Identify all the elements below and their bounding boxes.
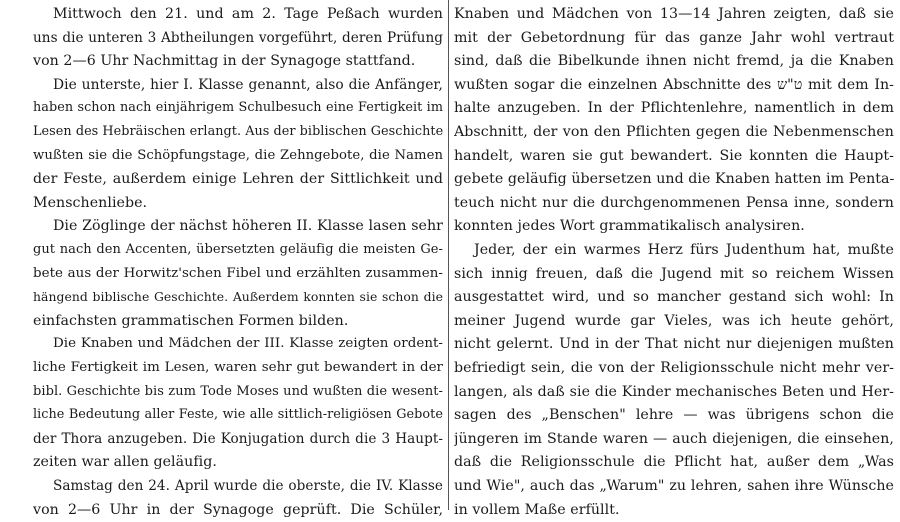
- text-line: Jeder, der ein warmes Herz fürs Judenthum hat, mußte: [474, 242, 894, 258]
- text-line: bibl. Geschichte bis zum Tode Moses und wußten die wesent-: [33, 383, 443, 399]
- text-line: hängend biblische Geschichte. Außerdem konnten sie schon die: [33, 289, 443, 305]
- text-line: und Wie", auch das „Warum" zu lehren, sahen ihre Wünsche: [454, 478, 894, 494]
- text-line: der Thora anzugeben. Die Konjugation durch die 3 Haupt-: [33, 430, 443, 447]
- text-line: Menschenliebe.: [33, 194, 148, 211]
- text-line: gut nach den Accenten, übersetzten geläufig die meisten Ge-: [33, 242, 443, 257]
- text-line: sich innig freuen, daß die Jugend mit so reichem Wissen: [454, 265, 894, 282]
- text-line: liche Fertigkeit im Lesen, waren sehr gut bewandert in der: [33, 360, 443, 375]
- text-line: ausgestattet wird, und so mancher gestand sich wohl: In: [454, 289, 894, 306]
- text-line: von 2—6 Uhr in der Synagoge geprüft. Die Schüler,: [33, 501, 443, 518]
- text-line: langen, als daß sie die Kinder mechanisches Beten und Her-: [454, 383, 894, 400]
- text-line: sagen des „Benschen" lehre — was übrigens schon die: [454, 407, 894, 424]
- text-line: von 2—6 Uhr Nachmittag in der Synagoge stattfand.: [33, 53, 416, 70]
- text-line: in vollem Maße erfüllt.: [454, 501, 620, 518]
- text-line: handelt, waren sie gut bewandert. Sie konnten die Haupt-: [454, 147, 894, 164]
- text-line: Die unterste, hier I. Klasse genannt, also die Anfänger,: [53, 76, 443, 93]
- text-line: gebete geläufig übersetzen und die Knaben hatten im Penta-: [454, 171, 894, 188]
- text-line: Mittwoch den 21. und am 2. Tage Peßach wurden: [53, 6, 443, 22]
- text-line: sind, daß die Bibelkunde ihnen nicht fremd, ja die Knaben: [454, 53, 894, 70]
- text-line: Die Knaben und Mädchen der III. Klasse zeigten ordent-: [53, 336, 443, 352]
- text-line: wußten sie die Schöpfungstage, die Zehngebote, die Namen: [33, 147, 443, 163]
- text-line: wußten sogar die einzelnen Abschnitte des ט"ש mit dem In-: [454, 76, 894, 93]
- text-line: Die Zöglinge der nächst höheren II. Klasse lasen sehr: [53, 218, 443, 235]
- text-line: mit der Gebetordnung für das ganze Jahr wohl vertraut: [454, 29, 894, 46]
- text-line: Lesen des Hebräischen erlangt. Aus der biblischen Geschichte: [33, 124, 443, 139]
- text-line: befriedigt sein, die von der Religionsschule nicht mehr ver-: [454, 360, 894, 376]
- text-line: nicht gelernt. Und in der That nicht nur diejenigen mußten: [454, 336, 894, 353]
- text-line: der Feste, außerdem einige Lehren der Sittlichkeit und: [33, 171, 443, 188]
- text-line: halte anzugeben. In der Pflichtenlehre, namentlich in dem: [454, 100, 894, 117]
- text-line: daß die Religionsschule die Pflicht hat, außer dem „Was: [454, 454, 894, 471]
- text-line: jüngeren im Stande waren — auch diejenigen, die einsehen,: [454, 430, 894, 447]
- text-line: liche Bedeutung aller Feste, wie alle sittlich-religiösen Gebote: [33, 407, 443, 423]
- text-line: zeiten war allen geläufig.: [33, 454, 217, 471]
- text-line: konnten jedes Wort grammatikalisch analysiren.: [454, 218, 805, 235]
- text-line: teuch nicht nur die durchgenommenen Pensa inne, sondern: [454, 194, 894, 211]
- text-line: uns die unteren 3 Abtheilungen vorgeführt, deren Prüfung: [33, 29, 443, 46]
- text-line: haben schon nach einjährigem Schulbesuch eine Fertigkeit im: [33, 100, 443, 116]
- text-line: meiner Jugend wurde gar Vieles, was ich heute gehört,: [454, 312, 894, 329]
- text-line: Abschnitt, der von den Pflichten gegen die Nebenmenschen: [454, 124, 894, 140]
- text-line: Samstag den 24. April wurde die oberste, die IV. Klasse: [53, 478, 443, 494]
- text-line: Knaben und Mädchen von 13—14 Jahren zeigten, daß sie: [454, 6, 894, 22]
- text-line: bete aus der Horwitz'schen Fibel und erzählten zusammen-: [33, 265, 443, 281]
- column-divider: [448, 0, 449, 510]
- text-line: einfachsten grammatischen Formen bilden.: [33, 312, 349, 329]
